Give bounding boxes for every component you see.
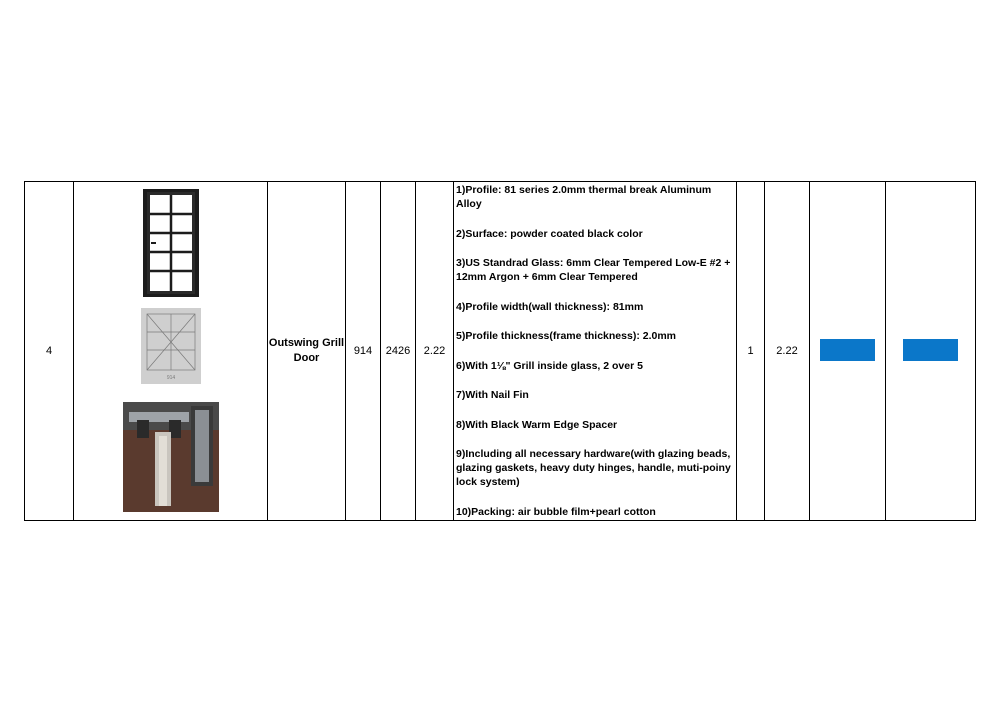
spec-line: 3)US Standrad Glass: 6mm Clear Tempered Low-E #2 + 12mm Argon + 6mm Clear Tempered — [456, 257, 731, 283]
height-value: 2426 — [385, 345, 411, 357]
image-cell — [74, 182, 268, 521]
specification-cell — [454, 182, 737, 521]
height-cell — [381, 182, 416, 521]
unit-price-cell — [810, 182, 886, 521]
width-cell — [346, 182, 381, 521]
unit-price-fill — [820, 339, 875, 361]
item-number-cell — [25, 182, 74, 521]
spec-line: 4)Profile width(wall thickness): 81mm — [456, 300, 644, 313]
spec-line: 2)Surface: powder coated black color — [456, 227, 643, 240]
area-value: 2.22 — [423, 345, 446, 357]
spec-line: 5)Profile thickness(frame thickness): 2.0mm — [456, 330, 676, 342]
spec-line: 1)Profile: 81 series 2.0mm thermal break Aluminum Alloy — [456, 184, 712, 210]
amount-fill — [903, 339, 958, 361]
profile-photo-icon — [123, 402, 219, 512]
total-area-cell — [765, 182, 810, 521]
area-cell — [416, 182, 454, 521]
total-area-value: 2.22 — [776, 345, 798, 357]
door-drawing-icon — [143, 189, 199, 297]
product-images — [74, 182, 267, 512]
qty-value: 1 — [747, 345, 754, 357]
spec-line: 7)With Nail Fin — [456, 389, 529, 401]
quotation-table — [24, 181, 976, 521]
width-value: 914 — [353, 345, 373, 357]
item-number: 4 — [45, 345, 53, 357]
amount-cell — [886, 182, 976, 521]
spec-line: 10)Packing: air bubble film+pearl cotton — [456, 505, 656, 518]
spec-line: 6)With 1⅛" Grill inside glass, 2 over 5 — [456, 359, 643, 372]
product-name: Outswing Grill Door — [268, 337, 345, 364]
svg-text:914: 914 — [166, 375, 175, 381]
spec-line: 9)Including all necessary hardware(with glazing beads, glazing gaskets, heavy duty hinges, handle, muti-poiny lock system) — [456, 448, 731, 488]
spec-line: 8)With Black Warm Edge Spacer — [456, 418, 618, 431]
qty-cell — [737, 182, 765, 521]
sketch-icon — [141, 308, 201, 384]
table-row — [25, 182, 976, 521]
product-name-cell — [268, 182, 346, 521]
